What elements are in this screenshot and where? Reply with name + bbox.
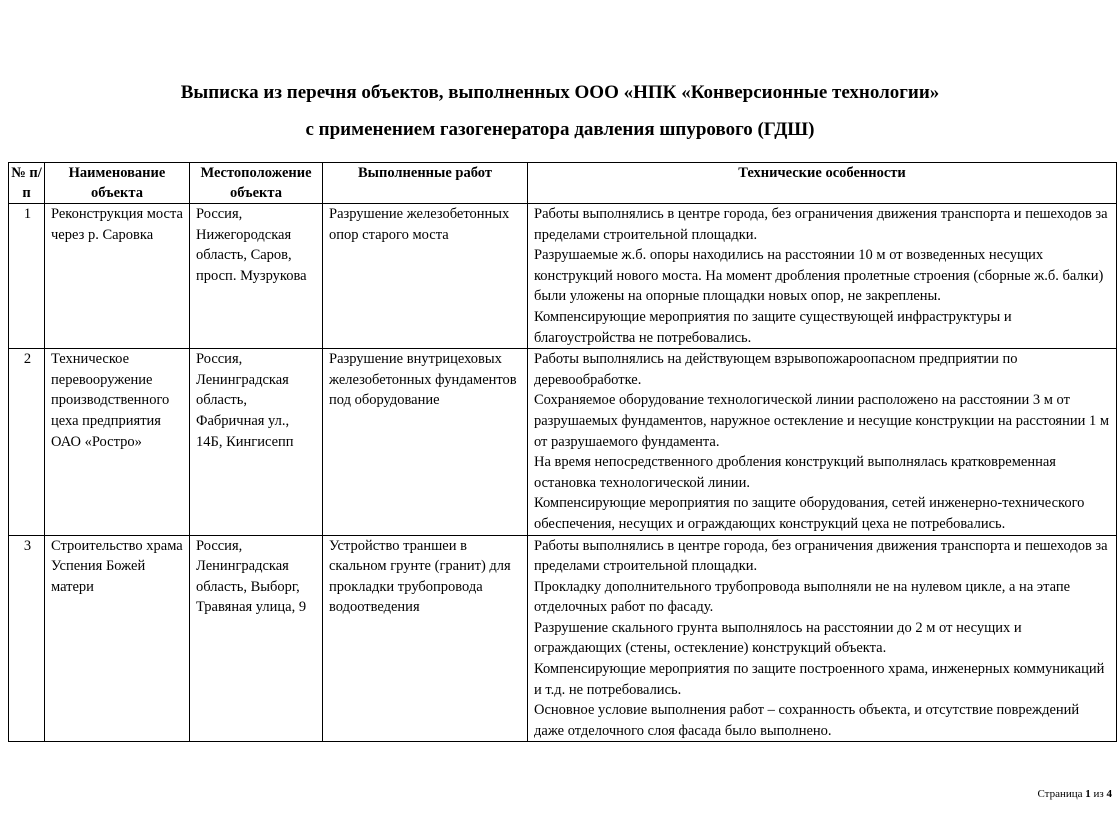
current-page: 1 (1085, 788, 1091, 800)
table-row (9, 535, 1117, 742)
header-features: Технические особенности (528, 163, 1117, 204)
feature-paragraph: Компенсирующие мероприятия по защите оборудования, сетей инженерно-технического обеспечения, несущих и ограждающих конструкций цеха не потребовались. (534, 495, 1085, 532)
works-performed: Устройство траншеи в скальном грунте (гранит) для прокладки трубопровода водоотведения (323, 535, 528, 742)
works-performed: Разрушение железобетонных опор старого моста (323, 204, 528, 349)
page-separator: из (1093, 788, 1104, 800)
header-works: Выполненные работ (323, 163, 528, 204)
total-pages: 4 (1106, 788, 1112, 800)
feature-paragraph: Работы выполнялись в центре города, без ограничения движения транспорта и пешеходов за пределами строительной площадки. (534, 206, 1108, 243)
row-number: 1 (9, 204, 45, 349)
feature-paragraph: Компенсирующие мероприятия по защите построенного храма, инженерных коммуникаций и т.д. не потребовались. (534, 661, 1105, 698)
row-number: 2 (9, 349, 45, 535)
object-location: Россия, Ленинградская область, Фабричная ул., 14Б, Кингисепп (190, 349, 323, 535)
header-num: № п/п (9, 163, 45, 204)
feature-paragraph: Разрушение скального грунта выполнялось на расстоянии до 2 м от несущих и ограждающих (стены, остекление) конструкций объекта. (534, 619, 1022, 657)
row-number: 3 (9, 535, 45, 742)
feature-paragraph: Основное условие выполнения работ – сохранность объекта, и отсутствие повреждений даже отделочного слоя фасада было выполнено. (534, 702, 1080, 739)
feature-paragraph: Работы выполнялись в центре города, без ограничения движения транспорта и пешеходов за пределами строительной площадки. (534, 537, 1108, 575)
objects-table (8, 162, 1117, 742)
feature-paragraph: Разрушаемые ж.б. опоры находились на расстоянии 10 м от возведенных несущих конструкций нового моста. На момент дробления пролетные строения (сборные ж.б. балки) были уложены на опорные площадки новых опор, не закреплены. (534, 247, 1104, 305)
object-name: Реконструкция моста через р. Саровка (45, 204, 190, 349)
technical-features (528, 349, 1117, 535)
technical-features (528, 204, 1117, 349)
table-row (9, 204, 1117, 349)
page-counter (1037, 788, 1112, 800)
object-name: Строительство храма Успения Божей матери (45, 535, 190, 742)
feature-paragraph: Сохраняемое оборудование технологической линии расположено на расстоянии 3 м от разрушаемых фундаментов, наружное остекление и несущие конструкции на расстоянии 1 м от разрушаемого фундамента. (534, 392, 1110, 450)
table-header-row (9, 163, 1117, 204)
feature-paragraph: На время непосредственного дробления конструкций выполнялась кратковременная остановка технологической линии. (534, 454, 1056, 491)
object-location: Россия, Нижегородская область, Саров, просп. Музрукова (190, 204, 323, 349)
header-location: Местоположение объекта (190, 163, 323, 204)
page-prefix: Страница (1037, 788, 1083, 800)
technical-features (528, 535, 1117, 742)
feature-paragraph: Работы выполнялись на действующем взрывопожароопасном предприятии по деревообработке. (534, 351, 1018, 388)
header-name: Наименование объекта (45, 163, 190, 204)
feature-paragraph: Компенсирующие мероприятия по защите существующей инфраструктуры и благоустройства не потребовались. (534, 308, 1012, 346)
feature-paragraph: Прокладку дополнительного трубопровода выполняли не на нулевом цикле, а на этапе отделочных работ по фасаду. (534, 578, 1071, 616)
works-performed: Разрушение внутрицеховых железобетонных фундаментов под оборудование (323, 349, 528, 535)
object-location: Россия, Ленинградская область, Выборг, Травяная улица, 9 (190, 535, 323, 742)
document-title: Выписка из перечня объектов, выполненных ООО «НПК «Конверсионные технологии» (180, 82, 940, 103)
document-subtitle: с применением газогенератора давления шпурового (ГДШ) (305, 119, 815, 140)
table-row (9, 349, 1117, 535)
object-name: Техническое перевооружение производственного цеха предприятия ОАО «Ростро» (45, 349, 190, 535)
